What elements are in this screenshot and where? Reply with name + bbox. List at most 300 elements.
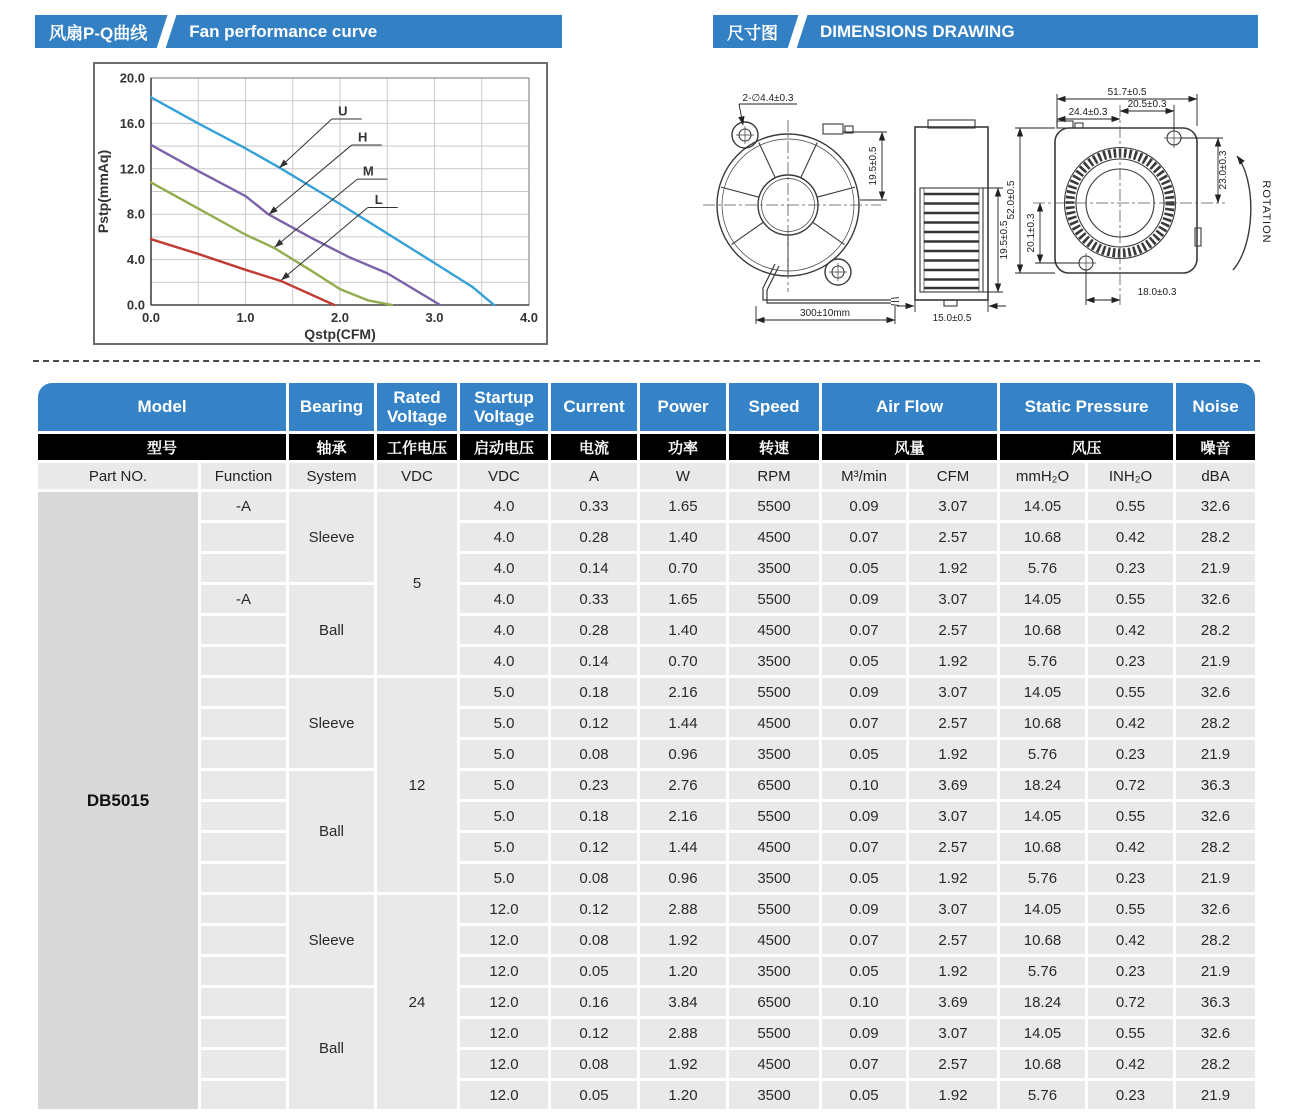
spec-row: [38, 988, 1255, 1016]
airflow-cfm-cell: 2.57: [909, 616, 997, 644]
spec-row: [38, 864, 1255, 892]
airflow-cfm-cell: 3.07: [909, 895, 997, 923]
spec-row: [38, 1081, 1255, 1109]
power-cell: 2.16: [640, 802, 726, 830]
spec-row: [38, 554, 1255, 582]
current-cell: 0.14: [551, 647, 637, 675]
noise-cell: 21.9: [1176, 647, 1255, 675]
airflow-m3min-cell: 0.07: [822, 709, 906, 737]
header-row-units: [38, 463, 1255, 489]
power-cell: 0.96: [640, 740, 726, 768]
dim-label: 20.5±0.3: [1127, 99, 1167, 110]
function-cell: -A: [201, 492, 286, 520]
noise-cell: 32.6: [1176, 895, 1255, 923]
lead-wire: [763, 264, 899, 306]
pq-chart-frame: [93, 62, 548, 345]
pressure-inh2o-cell: 0.72: [1088, 988, 1173, 1016]
function-cell: [201, 864, 286, 892]
speed-cell: 6500: [729, 988, 819, 1016]
function-cell: [201, 554, 286, 582]
header-speed: Speed: [729, 383, 819, 431]
function-cell: [201, 647, 286, 675]
pressure-inh2o-cell: 0.23: [1088, 554, 1173, 582]
unit-power-w: W: [640, 463, 726, 489]
function-cell: [201, 833, 286, 861]
startup-voltage-cell: 5.0: [460, 864, 548, 892]
dimensions-drawing: [695, 60, 1293, 355]
unit-m3min: M³/min: [822, 463, 906, 489]
spec-row: [38, 616, 1255, 644]
series-U: [151, 97, 494, 305]
x-axis-label: Qstp(CFM): [304, 326, 376, 342]
function-cell: [201, 1019, 286, 1047]
airflow-cfm-cell: 3.69: [909, 771, 997, 799]
current-cell: 0.12: [551, 833, 637, 861]
header-rated-voltage-cn: 工作电压: [377, 434, 457, 460]
function-cell: [201, 926, 286, 954]
startup-voltage-cell: 4.0: [460, 585, 548, 613]
startup-voltage-cell: 12.0: [460, 1050, 548, 1078]
airflow-cfm-cell: 3.07: [909, 802, 997, 830]
airflow-m3min-cell: 0.05: [822, 740, 906, 768]
noise-cell: 21.9: [1176, 1081, 1255, 1109]
rotation-arrow: [1233, 156, 1251, 270]
pressure-mmh2o-cell: 10.68: [1000, 1050, 1085, 1078]
spec-row: [38, 957, 1255, 985]
pressure-mmh2o-cell: 14.05: [1000, 585, 1085, 613]
unit-current-a: A: [551, 463, 637, 489]
bearing-system-cell: Sleeve: [289, 895, 374, 985]
dim-label: 19.5±0.5: [999, 220, 1010, 260]
spec-table-body: [38, 492, 1255, 1109]
pressure-inh2o-cell: 0.55: [1088, 492, 1173, 520]
function-cell: [201, 616, 286, 644]
startup-voltage-cell: 4.0: [460, 523, 548, 551]
unit-function: Function: [201, 463, 286, 489]
x-tick-label: 2.0: [330, 310, 350, 325]
airflow-cfm-cell: 1.92: [909, 740, 997, 768]
pressure-mmh2o-cell: 5.76: [1000, 647, 1085, 675]
current-cell: 0.18: [551, 678, 637, 706]
airflow-cfm-cell: 1.92: [909, 1081, 997, 1109]
airflow-m3min-cell: 0.09: [822, 678, 906, 706]
function-cell: [201, 709, 286, 737]
pressure-inh2o-cell: 0.42: [1088, 833, 1173, 861]
function-cell: [201, 740, 286, 768]
pressure-mmh2o-cell: 5.76: [1000, 740, 1085, 768]
startup-voltage-cell: 5.0: [460, 678, 548, 706]
spec-row: [38, 523, 1255, 551]
dim-label: 20.1±0.3: [1026, 213, 1037, 253]
dimensions-title-en: DIMENSIONS DRAWING: [820, 21, 1015, 41]
pressure-mmh2o-cell: 14.05: [1000, 1019, 1085, 1047]
pressure-mmh2o-cell: 18.24: [1000, 771, 1085, 799]
unit-rated-vdc: VDC: [377, 463, 457, 489]
front-view: [703, 93, 899, 324]
dim-label: 2-∅4.4±0.3: [742, 93, 794, 104]
unit-part-no: Part NO.: [38, 463, 198, 489]
header-speed-cn: 转速: [729, 434, 819, 460]
spec-row: [38, 1050, 1255, 1078]
power-cell: 2.76: [640, 771, 726, 799]
power-cell: 1.92: [640, 1050, 726, 1078]
noise-cell: 32.6: [1176, 585, 1255, 613]
series-label-H: H: [357, 129, 368, 145]
unit-system: System: [289, 463, 374, 489]
centerlines: [1033, 105, 1225, 305]
pressure-mmh2o-cell: 10.68: [1000, 523, 1085, 551]
function-cell: [201, 895, 286, 923]
header-startup-voltage-cn: 启动电压: [460, 434, 548, 460]
noise-cell: 21.9: [1176, 957, 1255, 985]
power-cell: 1.92: [640, 926, 726, 954]
current-cell: 0.16: [551, 988, 637, 1016]
pressure-inh2o-cell: 0.23: [1088, 740, 1173, 768]
header-static-pressure: Static Pressure: [1000, 383, 1173, 431]
airflow-cfm-cell: 2.57: [909, 833, 997, 861]
unit-mmh2o: mmH₂O: [1000, 463, 1085, 489]
header-bearing-cn: 轴承: [289, 434, 374, 460]
airflow-m3min-cell: 0.10: [822, 771, 906, 799]
power-cell: 2.88: [640, 1019, 726, 1047]
dim-label: 300±10mm: [800, 308, 850, 319]
x-tick-label: 3.0: [425, 310, 444, 325]
spec-row: [38, 740, 1255, 768]
speed-cell: 5500: [729, 802, 819, 830]
startup-voltage-cell: 4.0: [460, 554, 548, 582]
dim-label: 24.4±0.3: [1068, 107, 1108, 118]
airflow-cfm-cell: 1.92: [909, 864, 997, 892]
startup-voltage-cell: 4.0: [460, 647, 548, 675]
startup-voltage-cell: 5.0: [460, 802, 548, 830]
noise-cell: 28.2: [1176, 616, 1255, 644]
pressure-mmh2o-cell: 10.68: [1000, 709, 1085, 737]
pq-curve-title-cn: 风扇P-Q曲线: [49, 24, 148, 43]
side-view: [897, 120, 1010, 324]
spec-row: [38, 585, 1255, 613]
airflow-cfm-cell: 2.57: [909, 709, 997, 737]
header-model: Model: [38, 383, 286, 431]
spec-row: [38, 492, 1255, 520]
current-cell: 0.08: [551, 926, 637, 954]
spec-row: [38, 802, 1255, 830]
rated-voltage-cell: 24: [377, 895, 457, 1109]
startup-voltage-cell: 12.0: [460, 988, 548, 1016]
current-cell: 0.05: [551, 1081, 637, 1109]
rated-voltage-cell: 5: [377, 492, 457, 675]
noise-cell: 21.9: [1176, 864, 1255, 892]
function-cell: [201, 678, 286, 706]
pressure-inh2o-cell: 0.55: [1088, 1019, 1173, 1047]
airflow-cfm-cell: 3.07: [909, 678, 997, 706]
airflow-m3min-cell: 0.05: [822, 1081, 906, 1109]
function-cell: [201, 771, 286, 799]
airflow-cfm-cell: 3.69: [909, 988, 997, 1016]
speed-cell: 4500: [729, 616, 819, 644]
current-cell: 0.33: [551, 585, 637, 613]
header-startup-voltage: Startup Voltage: [460, 383, 548, 431]
airflow-cfm-cell: 1.92: [909, 957, 997, 985]
current-cell: 0.12: [551, 1019, 637, 1047]
airflow-cfm-cell: 3.07: [909, 585, 997, 613]
speed-cell: 3500: [729, 740, 819, 768]
noise-cell: 21.9: [1176, 554, 1255, 582]
x-tick-label: 0.0: [141, 310, 161, 325]
header-current: Current: [551, 383, 637, 431]
speed-cell: 4500: [729, 1050, 819, 1078]
unit-dba: dBA: [1176, 463, 1255, 489]
dim-label: 23.0±0.3: [1218, 150, 1229, 190]
power-cell: 0.70: [640, 554, 726, 582]
airflow-cfm-cell: 2.57: [909, 926, 997, 954]
current-cell: 0.12: [551, 895, 637, 923]
pressure-mmh2o-cell: 5.76: [1000, 1081, 1085, 1109]
header-noise-cn: 噪音: [1176, 434, 1255, 460]
unit-inh2o: INH₂O: [1088, 463, 1173, 489]
unit-startup-vdc: VDC: [460, 463, 548, 489]
header-power: Power: [640, 383, 726, 431]
airflow-m3min-cell: 0.05: [822, 957, 906, 985]
current-cell: 0.18: [551, 802, 637, 830]
current-cell: 0.08: [551, 740, 637, 768]
rotation-label: ROTATION: [1260, 180, 1272, 244]
function-cell: [201, 523, 286, 551]
noise-cell: 28.2: [1176, 523, 1255, 551]
grille-slats: [924, 194, 979, 288]
y-tick-label: 20.0: [119, 70, 145, 86]
airflow-m3min-cell: 0.05: [822, 554, 906, 582]
y-tick-label: 8.0: [126, 206, 145, 222]
bearing-system-cell: Sleeve: [289, 678, 374, 768]
series-L: [151, 239, 334, 305]
power-cell: 0.96: [640, 864, 726, 892]
dim-label: 52.0±0.5: [1006, 180, 1017, 220]
function-cell: [201, 802, 286, 830]
spec-row: [38, 833, 1255, 861]
rear-view: [1006, 87, 1272, 305]
power-cell: 1.65: [640, 585, 726, 613]
pq-curve-banner: [35, 15, 562, 48]
speed-cell: 3500: [729, 864, 819, 892]
pressure-mmh2o-cell: 5.76: [1000, 864, 1085, 892]
pressure-inh2o-cell: 0.42: [1088, 926, 1173, 954]
function-cell: [201, 1081, 286, 1109]
unit-cfm: CFM: [909, 463, 997, 489]
noise-cell: 28.2: [1176, 833, 1255, 861]
pressure-inh2o-cell: 0.23: [1088, 864, 1173, 892]
noise-cell: 28.2: [1176, 926, 1255, 954]
header-row-cn: [38, 434, 1255, 460]
airflow-m3min-cell: 0.05: [822, 647, 906, 675]
current-cell: 0.08: [551, 864, 637, 892]
pressure-inh2o-cell: 0.23: [1088, 957, 1173, 985]
speed-cell: 3500: [729, 554, 819, 582]
spec-row: [38, 771, 1255, 799]
power-cell: 1.40: [640, 616, 726, 644]
airflow-m3min-cell: 0.07: [822, 1050, 906, 1078]
spec-row: [38, 1019, 1255, 1047]
startup-voltage-cell: 12.0: [460, 957, 548, 985]
airflow-m3min-cell: 0.09: [822, 492, 906, 520]
power-cell: 1.20: [640, 1081, 726, 1109]
function-cell: [201, 1050, 286, 1078]
part-no-cell: DB5015: [38, 492, 198, 1109]
dim-label: 51.7±0.5: [1107, 87, 1147, 98]
function-cell: [201, 957, 286, 985]
current-cell: 0.12: [551, 709, 637, 737]
pressure-mmh2o-cell: 18.24: [1000, 988, 1085, 1016]
airflow-cfm-cell: 2.57: [909, 1050, 997, 1078]
series-label-L: L: [374, 191, 383, 207]
header-model-cn: 型号: [38, 434, 286, 460]
noise-cell: 32.6: [1176, 492, 1255, 520]
current-cell: 0.05: [551, 957, 637, 985]
series-M: [151, 182, 392, 305]
y-tick-label: 4.0: [126, 252, 145, 268]
bearing-system-cell: Ball: [289, 771, 374, 892]
speed-cell: 4500: [729, 833, 819, 861]
terminal-block: [823, 124, 843, 134]
rated-voltage-cell: 12: [377, 678, 457, 892]
header-noise: Noise: [1176, 383, 1255, 431]
bearing-system-cell: Ball: [289, 585, 374, 675]
airflow-m3min-cell: 0.09: [822, 895, 906, 923]
header-row-en: [38, 383, 1255, 431]
speed-cell: 6500: [729, 771, 819, 799]
startup-voltage-cell: 12.0: [460, 1019, 548, 1047]
spec-row: [38, 678, 1255, 706]
noise-cell: 36.3: [1176, 771, 1255, 799]
speed-cell: 3500: [729, 647, 819, 675]
pressure-inh2o-cell: 0.23: [1088, 647, 1173, 675]
pressure-mmh2o-cell: 10.68: [1000, 926, 1085, 954]
speed-cell: 3500: [729, 1081, 819, 1109]
spec-row: [38, 895, 1255, 923]
dimensions-title-cn: 尺寸图: [727, 24, 778, 43]
header-power-cn: 功率: [640, 434, 726, 460]
dimensions-banner: [713, 15, 1258, 48]
airflow-m3min-cell: 0.09: [822, 802, 906, 830]
pressure-mmh2o-cell: 14.05: [1000, 895, 1085, 923]
noise-cell: 32.6: [1176, 678, 1255, 706]
spec-row: [38, 647, 1255, 675]
section-divider: [33, 360, 1260, 362]
startup-voltage-cell: 5.0: [460, 833, 548, 861]
pressure-mmh2o-cell: 14.05: [1000, 492, 1085, 520]
current-cell: 0.14: [551, 554, 637, 582]
speed-cell: 5500: [729, 1019, 819, 1047]
y-tick-label: 12.0: [119, 161, 145, 177]
pressure-mmh2o-cell: 5.76: [1000, 554, 1085, 582]
airflow-cfm-cell: 1.92: [909, 647, 997, 675]
series-label-U: U: [338, 103, 348, 119]
speed-cell: 3500: [729, 957, 819, 985]
noise-cell: 32.6: [1176, 802, 1255, 830]
noise-cell: 28.2: [1176, 1050, 1255, 1078]
noise-cell: 28.2: [1176, 709, 1255, 737]
power-cell: 2.88: [640, 895, 726, 923]
pressure-inh2o-cell: 0.72: [1088, 771, 1173, 799]
noise-cell: 21.9: [1176, 740, 1255, 768]
airflow-m3min-cell: 0.09: [822, 585, 906, 613]
speed-cell: 5500: [729, 492, 819, 520]
y-axis-label: Pstp(mmAq): [95, 149, 111, 234]
speed-cell: 5500: [729, 895, 819, 923]
pressure-inh2o-cell: 0.55: [1088, 895, 1173, 923]
spec-table: [35, 380, 1258, 1112]
startup-voltage-cell: 5.0: [460, 709, 548, 737]
power-cell: 1.40: [640, 523, 726, 551]
startup-voltage-cell: 12.0: [460, 926, 548, 954]
x-tick-label: 1.0: [236, 310, 255, 325]
pressure-inh2o-cell: 0.23: [1088, 1081, 1173, 1109]
power-cell: 3.84: [640, 988, 726, 1016]
spec-row: [38, 709, 1255, 737]
current-cell: 0.08: [551, 1050, 637, 1078]
function-cell: -A: [201, 585, 286, 613]
airflow-m3min-cell: 0.07: [822, 926, 906, 954]
pressure-inh2o-cell: 0.55: [1088, 585, 1173, 613]
airflow-m3min-cell: 0.10: [822, 988, 906, 1016]
dim-label: 18.0±0.3: [1137, 287, 1177, 298]
airflow-m3min-cell: 0.07: [822, 833, 906, 861]
bearing-system-cell: Ball: [289, 988, 374, 1109]
header-static-pressure-cn: 风压: [1000, 434, 1173, 460]
speed-cell: 4500: [729, 926, 819, 954]
noise-cell: 32.6: [1176, 1019, 1255, 1047]
power-cell: 1.20: [640, 957, 726, 985]
pressure-mmh2o-cell: 10.68: [1000, 833, 1085, 861]
speed-cell: 4500: [729, 709, 819, 737]
pressure-mmh2o-cell: 14.05: [1000, 802, 1085, 830]
power-cell: 1.44: [640, 709, 726, 737]
pressure-inh2o-cell: 0.42: [1088, 1050, 1173, 1078]
header-air-flow: Air Flow: [822, 383, 997, 431]
current-cell: 0.33: [551, 492, 637, 520]
y-tick-label: 16.0: [119, 115, 145, 131]
pq-curve-title-en: Fan performance curve: [189, 21, 378, 41]
current-cell: 0.28: [551, 616, 637, 644]
speed-cell: 4500: [729, 523, 819, 551]
pressure-inh2o-cell: 0.42: [1088, 523, 1173, 551]
spec-row: [38, 926, 1255, 954]
power-cell: 1.44: [640, 833, 726, 861]
pressure-mmh2o-cell: 14.05: [1000, 678, 1085, 706]
airflow-cfm-cell: 3.07: [909, 1019, 997, 1047]
header-rated-voltage: Rated Voltage: [377, 383, 457, 431]
bearing-system-cell: Sleeve: [289, 492, 374, 582]
airflow-cfm-cell: 2.57: [909, 523, 997, 551]
y-tick-label: 0.0: [126, 297, 145, 313]
airflow-m3min-cell: 0.07: [822, 523, 906, 551]
x-tick-label: 4.0: [519, 310, 539, 325]
pressure-inh2o-cell: 0.55: [1088, 678, 1173, 706]
startup-voltage-cell: 5.0: [460, 740, 548, 768]
noise-cell: 36.3: [1176, 988, 1255, 1016]
pressure-inh2o-cell: 0.55: [1088, 802, 1173, 830]
function-cell: [201, 988, 286, 1016]
airflow-cfm-cell: 1.92: [909, 554, 997, 582]
airflow-m3min-cell: 0.07: [822, 616, 906, 644]
startup-voltage-cell: 12.0: [460, 1081, 548, 1109]
pressure-inh2o-cell: 0.42: [1088, 709, 1173, 737]
airflow-m3min-cell: 0.09: [822, 1019, 906, 1047]
airflow-m3min-cell: 0.05: [822, 864, 906, 892]
speed-cell: 5500: [729, 585, 819, 613]
power-cell: 0.70: [640, 647, 726, 675]
startup-voltage-cell: 5.0: [460, 771, 548, 799]
power-cell: 2.16: [640, 678, 726, 706]
